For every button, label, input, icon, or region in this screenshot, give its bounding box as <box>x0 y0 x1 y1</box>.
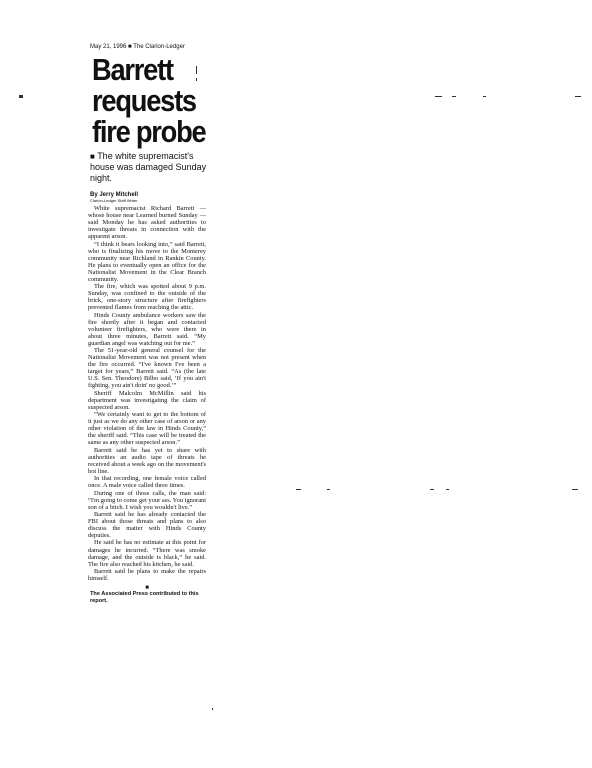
scan-speck <box>19 95 23 98</box>
deck-subhead <box>90 151 210 184</box>
scan-speck <box>196 78 197 81</box>
scan-speck <box>435 96 442 97</box>
scan-speck <box>296 489 301 490</box>
paragraph: The fire, which was spotted about 9 p.m. Sunday, was confined to the outside of the brick, one-story structure after firefighters prevented flames from reaching the attic. <box>88 283 206 312</box>
paragraph: Barrett said he has already contacted the FBI about those threats and plans to also discuss the matter with Hinds County deputies. <box>88 510 206 540</box>
headline-line-3: fire probe <box>92 114 206 149</box>
scan-speck <box>483 96 486 97</box>
paragraph: White supremacist Richard Barrett — whose house near Learned burned Sunday — said Monday he has asked authorities to investigate threats in connection with the apparent arson. <box>88 205 206 241</box>
contributor-credit: The Associated Press contributed to this report. <box>90 591 199 605</box>
headline <box>92 54 206 147</box>
byline-affiliation: Clarion-Ledger Staff Writer <box>90 198 138 203</box>
headline-line-2: requests <box>92 83 196 118</box>
paragraph: Barrett said he plans to make the repairs himself. <box>88 567 206 582</box>
headline-line-1: Barrett <box>92 52 173 87</box>
paragraph: During one of those calls, the man said: “I'm going to come get your ass. You ignorant son of a bitch. I wish you wouldn't live.” <box>88 489 206 511</box>
scan-speck <box>575 96 581 97</box>
scan-speck <box>572 489 578 490</box>
deck-text: The white supremacist's house was damaged Sunday night. <box>90 151 207 183</box>
paragraph: “We certainly want to get to the bottom of it just as we do any other case of arson or any other violation of the law in Hinds County,” the sheriff said. “This case will be treated the same as any other suspected arson.” <box>88 411 206 447</box>
paragraph: Hinds County ambulance workers saw the fire shortly after it began and contacted volunteer firefighters, who were there in about three minutes, Barrett said. “My guardian angel was watching out for me.” <box>88 311 206 347</box>
news-clipping <box>88 44 214 605</box>
square-bullet-icon: ■ <box>90 152 95 161</box>
scan-speck <box>446 489 449 490</box>
end-mark-icon: ■ <box>145 585 149 592</box>
dateline: May 21, 1996 ■ The Clarion-Ledger <box>90 44 185 50</box>
byline: By Jerry Mitchell <box>90 192 139 198</box>
scan-speck <box>327 489 330 490</box>
paragraph: The 51-year-old general counsel for the Nationalist Movement was not present when the fire occurred. “I've known I've been a target for years,” Barrett said. “As (the late U.S. Sen. Theodore) Bilbo said, ‘If you ain't fighting, you ain't doin' no good.’” <box>88 347 206 390</box>
scan-speck <box>212 708 213 710</box>
scan-speck <box>452 96 456 97</box>
scan-speck <box>196 66 197 74</box>
paragraph: In that recording, one female voice called once. A male voice called three times. <box>88 475 206 490</box>
paragraph: “I think it bears looking into,” said Barrett, who is finalizing his move to the Monterey community near Richland in Rankin County. He plans to eventually open an office for the Nationalist Movement in the Clear Branch community. <box>88 240 206 283</box>
paragraph: Barrett said he has yet to share with authorities an audio tape of threats he received about a week ago on the movement's hot line. <box>88 446 206 475</box>
paragraph: He said he has no estimate at this point for damages he incurred. “There was smoke damage, and the outside is black,” he said. The fire also reached his kitchen, he said. <box>88 539 206 568</box>
paragraph: Sheriff Malcolm McMillin said his department was investigating the claim of suspected arson. <box>88 389 206 411</box>
scan-speck <box>430 489 434 490</box>
article-body <box>88 205 206 582</box>
